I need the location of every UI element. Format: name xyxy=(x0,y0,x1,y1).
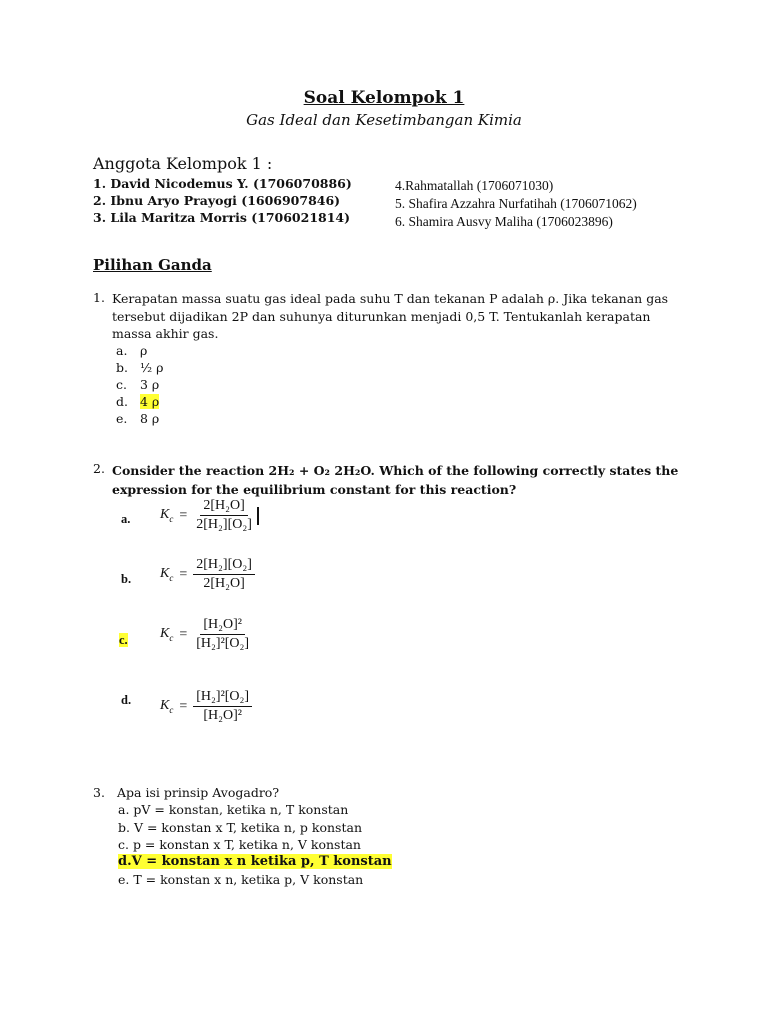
q3-question: Apa isi prinsip Avogadro? xyxy=(117,785,280,800)
q1-option-b-letter: b. xyxy=(116,360,128,375)
q1-option-e-letter: e. xyxy=(116,411,128,426)
member-5: 5. Shafira Azzahra Nurfatihah (1706071062) xyxy=(395,196,637,211)
q2-line-2: expression for the equilibrium constant for this reaction? xyxy=(112,482,517,497)
q1-option-a-text: ρ xyxy=(140,343,148,358)
q2-option-b-formula: $K_c$ = $\frac{\text{2[H₂][O₂]}}{\text{2[H₂O]}}$ xyxy=(160,557,255,592)
q1-text xyxy=(112,290,668,343)
kc-symbol: $K_c$ xyxy=(160,626,174,643)
q2-option-c-denominator: [H₂]²[O₂] xyxy=(196,636,250,651)
q1-line-2: tersebut dijadikan 2P dan suhunya diturunkan menjadi 0,5 T. Tentukanlah kerapatan xyxy=(112,308,651,324)
q2-option-a-denominator: 2[H₂][O₂] xyxy=(196,517,252,532)
q1-option-e-text: 8 ρ xyxy=(140,411,160,426)
member-4: 4.Rahmatallah (1706071030) xyxy=(395,178,554,193)
text-cursor xyxy=(257,507,259,525)
kc-symbol: $K_c$ xyxy=(160,507,174,524)
q3-option-c: c. p = konstan x T, ketika n, V konstan xyxy=(118,837,361,852)
q2-option-d-formula: $K_c$ = $\frac{\text{[H₂]²[O₂]}}{\text{[H₂O]²}}$ xyxy=(160,689,252,724)
member-2: 2. Ibnu Aryo Prayogi (1606907846) xyxy=(93,193,341,208)
q3-option-a: a. pV = konstan, ketika n, T konstan xyxy=(118,802,349,817)
q2-option-a-letter: a. xyxy=(121,512,131,526)
q1-option-b xyxy=(116,360,164,375)
q3-option-b: b. V = konstan x T, ketika n, p konstan xyxy=(118,820,362,835)
kc-symbol: $K_c$ xyxy=(160,566,174,583)
q2-option-a-numerator: 2[H₂O] xyxy=(200,498,247,516)
q1-option-d-text: 4 ρ xyxy=(140,394,160,409)
page-subtitle: Gas Ideal dan Kesetimbangan Kimia xyxy=(246,111,522,129)
q2-option-b-denominator: 2[H₂O] xyxy=(203,576,245,591)
q2-option-b-numerator: 2[H₂][O₂] xyxy=(193,557,255,575)
q2-option-c-formula: $K_c$ = $\frac{\text{[H₂O]²}}{\text{[H₂]²[O₂]}}$ xyxy=(160,617,252,652)
q2-option-c-numerator: [H₂O]² xyxy=(200,617,245,635)
member-6: 6. Shamira Ausvy Maliha (1706023896) xyxy=(395,214,613,229)
q1-option-a-letter: a. xyxy=(116,343,128,358)
q2-option-c-letter: c. xyxy=(119,633,128,647)
section-heading: Pilihan Ganda xyxy=(93,256,212,274)
kc-symbol: $K_c$ xyxy=(160,698,174,715)
q2-text xyxy=(112,461,678,499)
q1-number: 1. xyxy=(93,290,105,305)
q1-option-a xyxy=(116,343,148,358)
q1-option-c xyxy=(116,377,160,392)
q3-option-e: e. T = konstan x n, ketika p, V konstan xyxy=(118,872,364,887)
q2-option-d-letter: d. xyxy=(121,693,132,707)
members-heading: Anggota Kelompok 1 : xyxy=(93,154,273,173)
q2-option-a-formula: $K_c$ = $\frac{\text{2[H₂O]}}{\text{2[H₂][O₂]}}$ xyxy=(160,498,259,533)
member-1: 1. David Nicodemus Y. (1706070886) xyxy=(93,176,352,191)
q1-option-b-text: ½ ρ xyxy=(140,360,164,375)
q3-option-d: d.V = konstan x n ketika p, T konstan xyxy=(118,854,392,869)
q1-option-d-letter: d. xyxy=(116,394,128,409)
q1-line-1: Kerapatan massa suatu gas ideal pada suhu T dan tekanan P adalah ρ. Jika tekanan gas xyxy=(112,291,669,306)
q2-option-b-letter: b. xyxy=(121,572,132,586)
q1-option-c-text: 3 ρ xyxy=(140,377,160,392)
q2-option-d-numerator: [H₂]²[O₂] xyxy=(193,689,252,707)
q2-number: 2. xyxy=(93,461,105,476)
q2-line-1: Consider the reaction 2H₂ + O₂ 2H₂O. Which of the following correctly states the xyxy=(112,463,679,478)
q1-option-d xyxy=(116,394,160,409)
member-3: 3. Lila Maritza Morris (1706021814) xyxy=(93,210,351,225)
q2-option-d-denominator: [H₂O]² xyxy=(203,708,242,723)
q3-number: 3. xyxy=(93,785,105,800)
q1-line-3: massa akhir gas. xyxy=(112,326,219,341)
q1-option-e xyxy=(116,411,160,426)
q1-option-c-letter: c. xyxy=(116,377,127,392)
page-title: Soal Kelompok 1 xyxy=(303,88,465,108)
